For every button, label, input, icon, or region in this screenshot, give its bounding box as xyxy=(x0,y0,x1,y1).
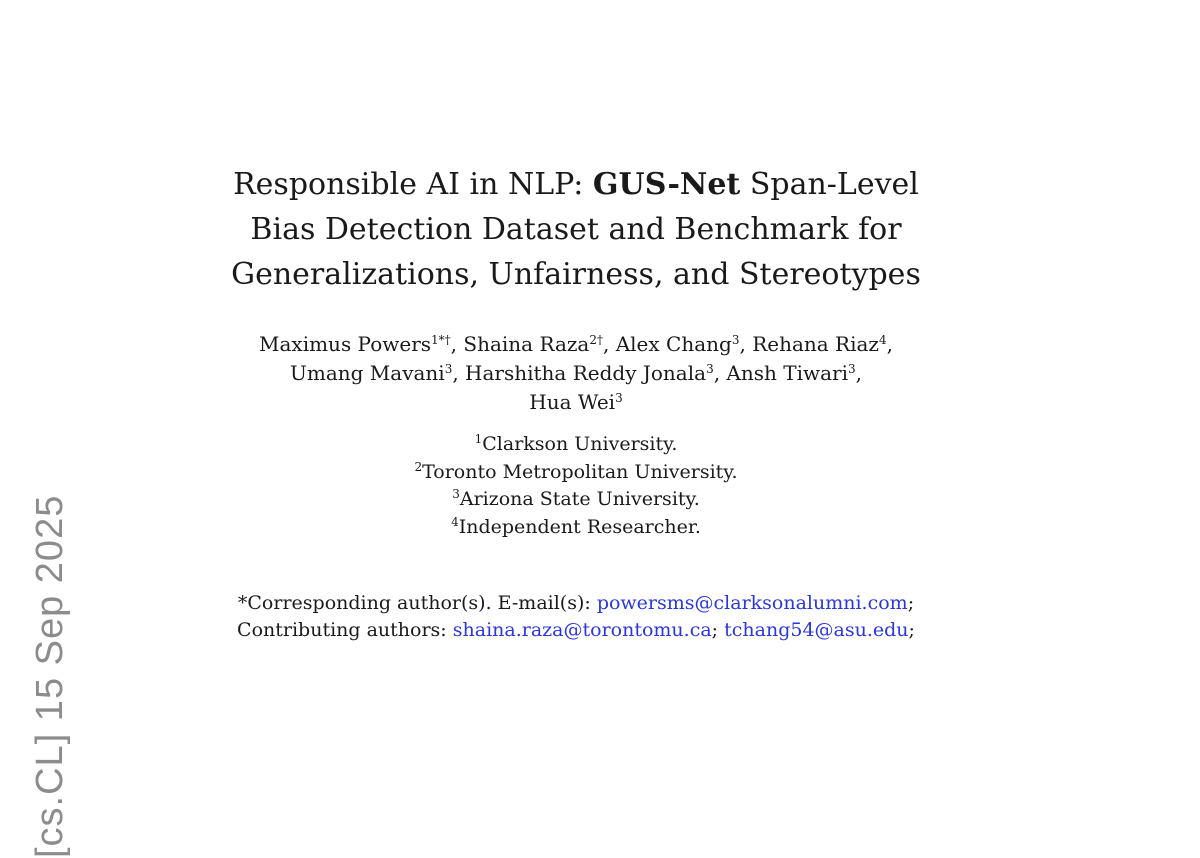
author-separator: , xyxy=(886,332,893,356)
title-line3: Generalizations, Unfairness, and Stereotypes xyxy=(231,257,921,292)
author-affiliation-mark: 3 xyxy=(706,362,714,376)
title-model-name: GUS-Net xyxy=(592,167,741,202)
arxiv-stamp xyxy=(26,390,74,858)
correspondence-block xyxy=(176,590,976,644)
corresponding-email-link[interactable]: powersms@clarksonalumni.com xyxy=(596,592,908,614)
contributing-email-link-1[interactable]: shaina.raza@torontomu.ca xyxy=(452,619,712,641)
affiliation-item xyxy=(176,486,976,514)
author-separator: , xyxy=(713,361,727,385)
author-affiliation-mark: 1*† xyxy=(431,333,451,347)
corresponding-label: *Corresponding author(s). E-mail(s): xyxy=(237,592,597,614)
author-separator: , xyxy=(855,361,862,385)
author-affiliation-mark: 3 xyxy=(847,362,856,376)
contributing-separator: ; xyxy=(711,619,725,641)
affiliation-item xyxy=(176,431,976,459)
author-name: Alex Chang xyxy=(615,332,732,356)
author-affiliation-mark: 3 xyxy=(731,333,740,347)
author-separator: , xyxy=(739,332,753,356)
arxiv-stamp-text: [cs.CL] 15 Sep 2025 xyxy=(29,494,71,858)
author-name: Rehana Riaz xyxy=(752,332,879,356)
author-name: Hua Wei xyxy=(529,390,616,414)
title-line1-suffix: Span-Level xyxy=(740,167,919,202)
title-line2: Bias Detection Dataset and Benchmark for xyxy=(250,212,902,247)
title-prefix: Responsible AI in NLP: xyxy=(233,167,593,202)
author-separator: , xyxy=(603,332,616,356)
author-separator: , xyxy=(450,332,464,356)
author-name: Ansh Tiwari xyxy=(726,361,848,385)
affiliation-text: Independent Researcher. xyxy=(458,515,701,538)
author-line-1 xyxy=(176,330,976,359)
author-affiliation-mark: 4 xyxy=(878,333,887,347)
author-name: Harshitha Reddy Jonala xyxy=(465,361,707,385)
affiliation-number: 2 xyxy=(414,459,423,474)
author-line-2 xyxy=(176,359,976,388)
contributing-email-link-2[interactable]: tchang54@asu.edu xyxy=(724,619,909,641)
corresponding-end: ; xyxy=(907,592,915,614)
author-name: Maximus Powers xyxy=(259,332,432,356)
paper-title xyxy=(176,162,976,297)
contributing-end: ; xyxy=(908,619,915,641)
author-separator: , xyxy=(452,361,466,385)
affiliation-number: 4 xyxy=(451,514,459,529)
author-name: Umang Mavani xyxy=(290,361,445,385)
affiliation-text: Arizona State University. xyxy=(459,488,700,510)
corresponding-line xyxy=(176,590,976,617)
author-line-3 xyxy=(176,388,976,417)
affiliation-item xyxy=(176,459,976,487)
contributing-label: Contributing authors: xyxy=(237,619,453,641)
affiliation-item xyxy=(176,514,976,542)
author-name: Shaina Raza xyxy=(463,332,590,356)
affiliation-number: 1 xyxy=(474,432,483,446)
author-affiliation-mark: 3 xyxy=(444,362,453,376)
affiliation-list xyxy=(176,431,976,541)
affiliation-number: 3 xyxy=(452,487,460,501)
contributing-line xyxy=(176,617,976,644)
author-affiliation-mark: 3 xyxy=(615,391,623,405)
author-list xyxy=(176,330,976,417)
affiliation-text: Clarkson University. xyxy=(482,433,678,455)
affiliation-text: Toronto Metropolitan University. xyxy=(422,460,738,483)
author-affiliation-mark: 2† xyxy=(589,333,603,347)
